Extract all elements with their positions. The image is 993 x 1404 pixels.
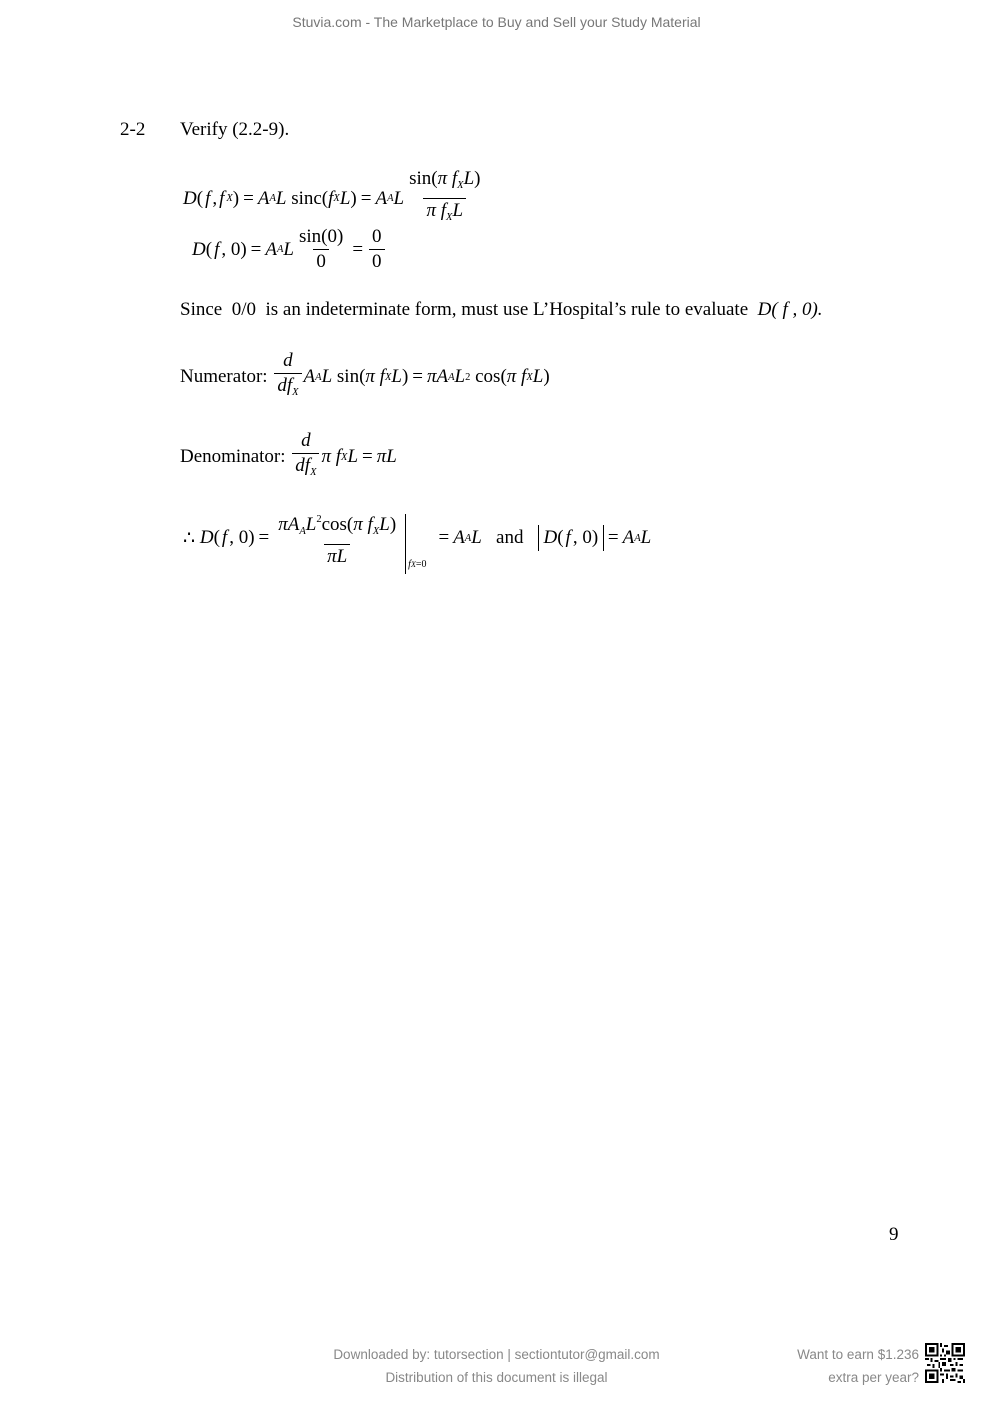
and-label: and	[496, 527, 524, 548]
numerator-equation: Numerator: $\frac{d}{df_X}$ A A L sin( π f X L ) = πA A L 2 cos( π f X L )	[180, 350, 550, 404]
denominator-equation: Denominator: $\frac{d}{df_X}$ π f X L = πL	[180, 430, 397, 484]
fraction-text: 0/0	[231, 299, 256, 320]
equation-2: D ( f , 0) = A A L $\frac{\sin(0)}{0}$ = $\frac{0}{0}$	[192, 226, 387, 273]
denominator-label: Denominator:	[180, 446, 286, 467]
equation-1: D ( f , f X ) = A A L sinc( f X L ) = A A L $\frac{\sin(\pi f_XL)}{\pi f_XL}$	[183, 168, 485, 229]
qr-code-icon[interactable]	[925, 1343, 965, 1388]
site-header: Stuvia.com - The Marketplace to Buy and Sell your Study Material	[292, 14, 701, 30]
earn-promo-line-1[interactable]: Want to earn $1.236	[797, 1347, 919, 1362]
page-number: 9	[889, 1224, 899, 1245]
since-prefix: Since	[180, 299, 223, 320]
numerator-label: Numerator:	[180, 366, 268, 387]
distribution-notice: Distribution of this document is illegal	[385, 1370, 608, 1385]
eval-target: D( f , 0).	[757, 299, 823, 320]
problem-number: 2-2	[120, 119, 146, 140]
conclusion-equation: ∴ D ( f , 0) = $\frac{\pi A_AL^2\cos(\pi f_XL)}{\pi L}$ fX=0 = A A L and D ( f , 0) = A A L	[183, 508, 651, 568]
problem-statement: Verify (2.2-9).	[180, 119, 290, 140]
since-suffix: is an indeterminate form, must use L’Hospital’s rule to evaluate	[265, 299, 749, 320]
downloaded-by-text: Downloaded by: tutorsection | sectiontutor@gmail.com	[333, 1347, 660, 1362]
earn-promo-line-2[interactable]: extra per year?	[828, 1370, 919, 1385]
indeterminate-form-paragraph	[180, 299, 823, 321]
